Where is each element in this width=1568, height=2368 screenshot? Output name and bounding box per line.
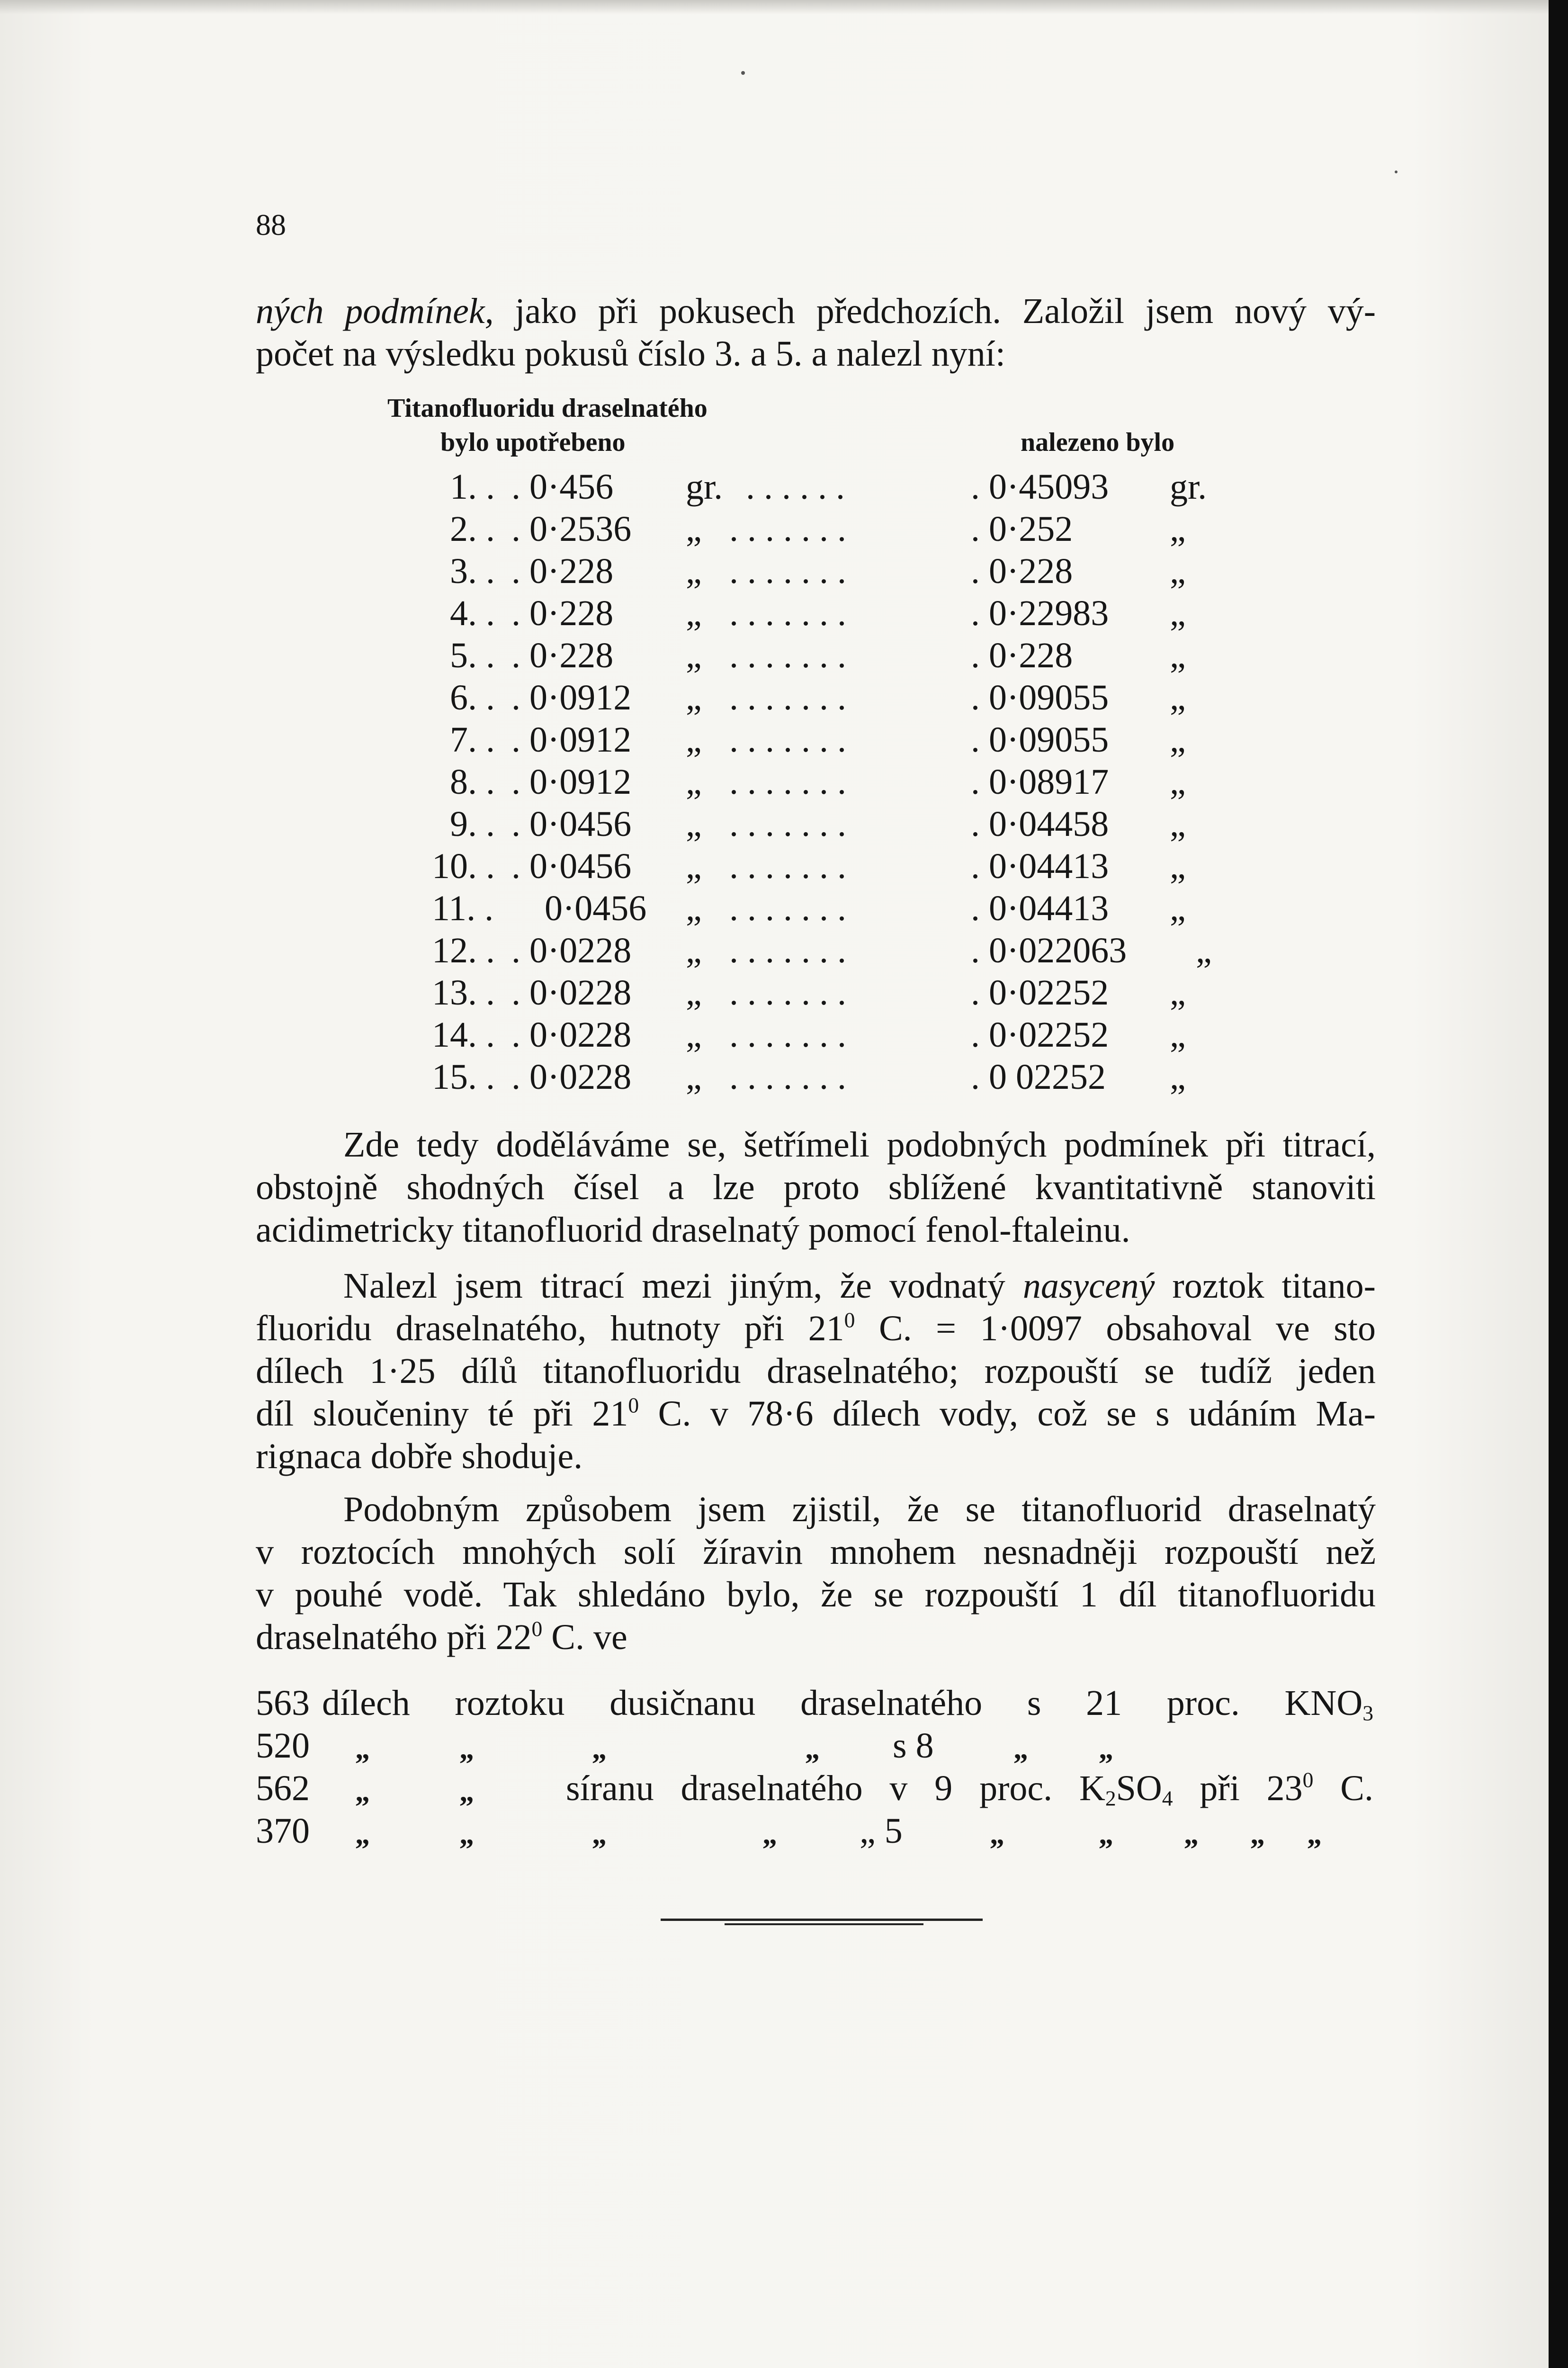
row-7-dots: . . . . . . .: [729, 720, 846, 760]
closing-rule-bottom: [725, 1923, 923, 1925]
row-2-found: . 0·252: [971, 509, 1073, 549]
row-8-unit-found: „: [1170, 762, 1186, 802]
para3-line-2: v roztocích mnohých solí žíravin mnohem nesnadněji rozpouští než: [256, 1532, 1376, 1572]
row-2-unit-used: „: [686, 509, 702, 549]
row-11-unit-found: „: [1170, 888, 1186, 928]
row-14-found: . 0·02252: [971, 1015, 1109, 1055]
row-14-used: . 0·0228: [511, 1015, 632, 1055]
row-12-unit-used: „: [686, 931, 702, 970]
para2-line-1: Nalezl jsem titrací mezi jiným, že vodnatý nasycený roztok titano-: [343, 1266, 1376, 1306]
row-14-dots: . . . . . . .: [729, 1015, 846, 1055]
row-1-unit-found: gr.: [1170, 467, 1207, 507]
intro-line-2: počet na výsledku pokusů číslo 3. a 5. a nalezl nyní:: [256, 334, 1005, 374]
row-4-used: . 0·228: [511, 593, 614, 633]
row-9-used: . 0·0456: [511, 804, 632, 844]
sol-3-q2: „: [459, 1776, 474, 1808]
row-13-used: . 0·0228: [511, 973, 632, 1013]
row-3-unit-used: „: [686, 551, 702, 591]
row-12-found: . 0·022063: [971, 931, 1127, 970]
row-7-used: . 0·0912: [511, 720, 632, 760]
table-header-left-1: Titanofluoridu draselnatého: [387, 394, 708, 423]
page-top-shadow: [0, 0, 1549, 14]
row-9-num: 9. .: [450, 804, 495, 844]
para2-line-3: dílech 1·25 dílů titanofluoridu draselnatého; rozpouští se tudíž jeden: [256, 1351, 1376, 1391]
row-7-unit-found: „: [1170, 720, 1186, 760]
sol-3-q1: „: [355, 1776, 370, 1808]
row-12-used: . 0·0228: [511, 931, 632, 970]
row-7-found: . 0·09055: [971, 720, 1109, 760]
sol-1-text: dílech roztoku dusičnanu draselnatého s 21 proc. $KNO_3$: [322, 1683, 1373, 1725]
row-10-found: . 0·04413: [971, 846, 1109, 886]
sol-4-q4: „: [762, 1818, 777, 1850]
row-5-unit-found: „: [1170, 636, 1186, 675]
row-12-unit-found: „: [1196, 931, 1212, 970]
row-8-num: 8. .: [450, 762, 495, 802]
row-13-unit-found: „: [1170, 973, 1186, 1013]
row-3-unit-found: „: [1170, 551, 1186, 591]
row-7-unit-used: „: [686, 720, 702, 760]
sol-1-num: 563: [256, 1683, 310, 1723]
row-8-dots: . . . . . . .: [729, 762, 846, 802]
sol-4-q7: „: [1099, 1818, 1113, 1850]
row-12-num: 12. .: [432, 931, 495, 970]
row-13-dots: . . . . . . .: [729, 973, 846, 1013]
sol-3-text: síranu draselnatého v 9 proc. $K_2SO_4$ při $23^0$ C.: [566, 1767, 1373, 1811]
row-11-dots: . . . . . . .: [729, 888, 846, 928]
row-8-found: . 0·08917: [971, 762, 1109, 802]
table-header-right: nalezeno bylo: [1021, 428, 1175, 457]
para3-line-4: draselnatého při $22^0$ C. ve: [256, 1616, 627, 1657]
sol-2-s: s 8: [893, 1726, 934, 1766]
row-4-unit-used: „: [686, 593, 702, 633]
row-13-found: . 0·02252: [971, 973, 1109, 1013]
row-5-dots: . . . . . . .: [729, 636, 846, 675]
row-14-num: 14. .: [432, 1015, 495, 1055]
row-4-unit-found: „: [1170, 593, 1186, 633]
para2-italic: nasycený: [1022, 1266, 1155, 1306]
row-9-dots: . . . . . . .: [729, 804, 846, 844]
sol-2-q2: „: [459, 1733, 474, 1765]
closing-rule-top: [661, 1919, 983, 1921]
sol-2-q1: „: [355, 1733, 370, 1765]
row-11-unit-used: „: [686, 888, 702, 928]
row-14-unit-used: „: [686, 1015, 702, 1055]
sol-4-q6: „: [990, 1818, 1004, 1850]
row-4-num: 4. .: [450, 593, 495, 633]
row-4-found: . 0·22983: [971, 593, 1109, 633]
row-5-found: . 0·228: [971, 636, 1073, 675]
row-6-unit-found: „: [1170, 678, 1186, 718]
row-2-unit-found: „: [1170, 509, 1186, 549]
row-4-dots: . . . . . . .: [729, 593, 846, 633]
row-5-used: . 0·228: [511, 636, 614, 675]
sol-4-q5: „ 5: [860, 1811, 903, 1851]
para2-line-2: fluoridu draselnatého, hutnoty při $21^0$ C. = 1·0097 obsahoval ve sto: [256, 1308, 1376, 1348]
row-2-used: . 0·2536: [511, 509, 632, 549]
row-13-num: 13. .: [432, 973, 495, 1013]
row-6-used: . 0·0912: [511, 678, 632, 718]
row-15-unit-used: „: [686, 1057, 702, 1097]
sol-3-num: 562: [256, 1768, 310, 1808]
row-14-unit-found: „: [1170, 1015, 1186, 1055]
sol-2-q4: „: [805, 1733, 820, 1765]
intro-line-1: ných podmínek, jako při pokusech předchozích. Založil jsem nový vý-: [256, 291, 1376, 331]
sol-2-q6: „: [1099, 1733, 1113, 1765]
row-3-dots: . . . . . . .: [729, 551, 846, 591]
row-10-unit-used: „: [686, 846, 702, 886]
row-15-used: . 0·0228: [511, 1057, 632, 1097]
row-8-used: . 0·0912: [511, 762, 632, 802]
row-1-dots: . . . . . .: [746, 467, 845, 507]
row-1-num: 1. .: [450, 467, 495, 507]
row-5-num: 5. .: [450, 636, 495, 675]
row-11-found: . 0·04413: [971, 888, 1109, 928]
para1-line-2: obstojně shodných čísel a lze proto sblížené kvantitativně stanoviti: [256, 1167, 1376, 1207]
sol-4-q1: „: [355, 1818, 370, 1850]
row-15-num: 15. .: [432, 1057, 495, 1097]
sol-2-num: 520: [256, 1726, 310, 1766]
sol-4-q10: „: [1307, 1818, 1322, 1850]
sol-4-q8: „: [1184, 1818, 1199, 1850]
para1-line-1: Zde tedy doděláváme se, šetřímeli podobných podmínek při titrací,: [343, 1125, 1376, 1165]
scan-speck: [741, 71, 745, 75]
row-10-unit-found: „: [1170, 846, 1186, 886]
row-1-used: . 0·456: [511, 467, 614, 507]
scan-edge-black: [1549, 0, 1568, 2368]
row-15-dots: . . . . . . .: [729, 1057, 846, 1097]
para1-line-3: acidimetricky titanofluorid draselnatý pomocí fenol-ftaleinu.: [256, 1210, 1130, 1250]
row-1-unit-used: gr.: [686, 467, 723, 507]
row-10-used: . 0·0456: [511, 846, 632, 886]
scan-speck: [1395, 170, 1398, 173]
row-11-used: 0·0456: [545, 888, 647, 928]
row-5-unit-used: „: [686, 636, 702, 675]
row-10-dots: . . . . . . .: [729, 846, 846, 886]
para3-line-1: Podobným způsobem jsem zjistil, že se titanofluorid draselnatý: [343, 1489, 1376, 1529]
para2-line-4: díl sloučeniny té při $21^0$ C. v 78·6 dílech vody, což se s udáním Ma-: [256, 1393, 1376, 1434]
row-15-unit-found: „: [1170, 1057, 1186, 1097]
row-1-found: . 0·45093: [971, 467, 1109, 507]
row-15-found: . 0 02252: [971, 1057, 1106, 1097]
sol-4-q3: „: [592, 1818, 607, 1850]
sol-4-num: 370: [256, 1811, 310, 1851]
row-9-unit-found: „: [1170, 804, 1186, 844]
row-13-unit-used: „: [686, 973, 702, 1013]
row-12-dots: . . . . . . .: [729, 931, 846, 970]
intro-italic: ných podmínek,: [256, 291, 494, 331]
row-2-num: 2. .: [450, 509, 495, 549]
row-9-unit-used: „: [686, 804, 702, 844]
row-3-used: . 0·228: [511, 551, 614, 591]
row-11-num: 11. .: [432, 888, 494, 928]
row-7-num: 7. .: [450, 720, 495, 760]
row-6-num: 6. .: [450, 678, 495, 718]
para3-line-3: v pouhé vodě. Tak shledáno bylo, že se rozpouští 1 díl titanofluoridu: [256, 1575, 1376, 1615]
sol-2-q3: „: [592, 1733, 607, 1765]
row-10-num: 10. .: [432, 846, 495, 886]
table-header-left-2: bylo upotřebeno: [440, 428, 626, 457]
sol-2-q5: „: [1013, 1733, 1028, 1765]
para2-line-5: rignaca dobře shoduje.: [256, 1436, 583, 1476]
row-6-found: . 0·09055: [971, 678, 1109, 718]
page-number: 88: [256, 208, 286, 242]
row-6-dots: . . . . . . .: [729, 678, 846, 718]
row-9-found: . 0·04458: [971, 804, 1109, 844]
row-2-dots: . . . . . . .: [729, 509, 846, 549]
row-3-found: . 0·228: [971, 551, 1073, 591]
row-3-num: 3. .: [450, 551, 495, 591]
sol-4-q2: „: [459, 1818, 474, 1850]
row-8-unit-used: „: [686, 762, 702, 802]
sol-4-q9: „: [1250, 1818, 1265, 1850]
row-6-unit-used: „: [686, 678, 702, 718]
